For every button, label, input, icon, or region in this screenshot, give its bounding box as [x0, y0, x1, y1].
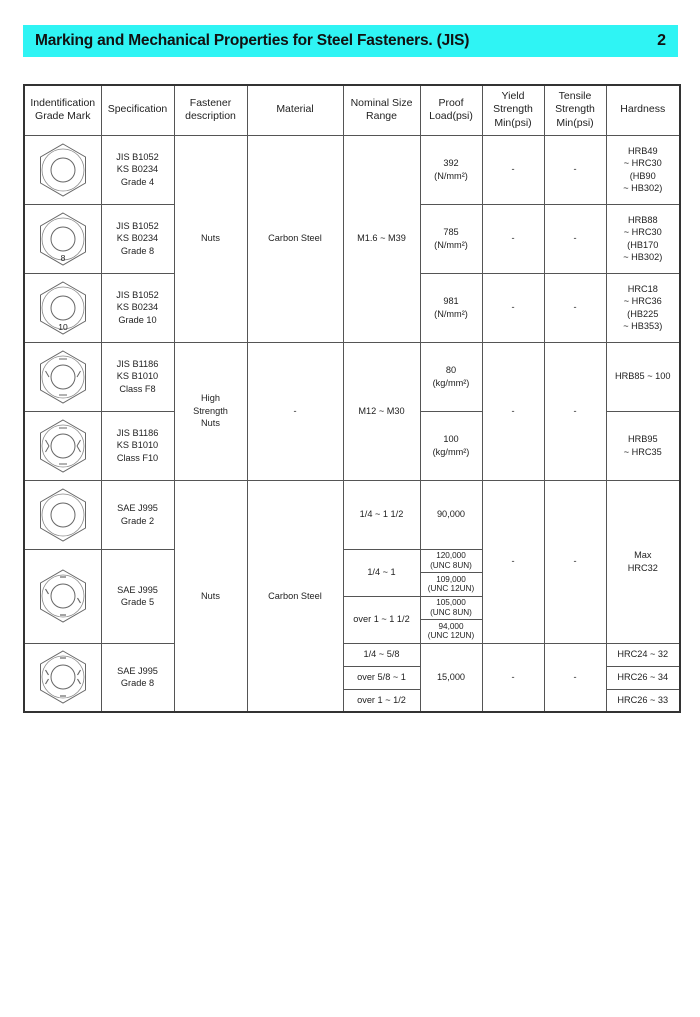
spec-cell: SAE J995 Grade 2 — [101, 480, 174, 549]
col-size-range: Nominal Size Range — [343, 85, 420, 135]
title-bar — [23, 25, 678, 57]
yield-cell: - — [482, 135, 544, 204]
proof-cell — [420, 596, 482, 643]
col-specification: Specification — [101, 85, 174, 135]
material-cell: Carbon Steel — [247, 480, 343, 712]
material-cell: Carbon Steel — [247, 135, 343, 342]
hardness-cell: HRB85 ~ 100 — [606, 342, 680, 411]
yield-cell: - — [482, 273, 544, 342]
proof-cell — [420, 549, 482, 596]
spec-cell: JIS B1052 KS B0234 Grade 4 — [101, 135, 174, 204]
material-cell: - — [247, 342, 343, 480]
grade-mark-label: 8 — [60, 252, 66, 263]
hardness-cell: HRB49 ~ HRC30 (HB90 ~ HB302) — [606, 135, 680, 204]
col-yield: Yield Strength Min(psi) — [482, 85, 544, 135]
hex-nut-plain-icon — [35, 142, 91, 198]
hex-nut-class-f10-icon — [35, 418, 91, 474]
hex-nut-grade-8-sae-icon — [35, 649, 91, 705]
size-cell: 1/4 ~ 1 — [343, 549, 420, 596]
grade-mark-cell — [24, 411, 101, 480]
proof-cell: 90,000 — [420, 480, 482, 549]
table-row — [24, 342, 680, 411]
hardness-cell: HRC26 ~ 33 — [606, 689, 680, 712]
proof-cell: 15,000 — [420, 643, 482, 712]
spec-cell: SAE J995 Grade 5 — [101, 549, 174, 643]
hardness-cell: HRC26 ~ 34 — [606, 666, 680, 689]
tensile-cell: - — [544, 135, 606, 204]
properties-table — [23, 84, 681, 713]
yield-cell: - — [482, 643, 544, 712]
hardness-cell: HRB95 ~ HRC35 — [606, 411, 680, 480]
col-grade-mark: Indentification Grade Mark — [24, 85, 101, 135]
proof-cell: 80 (kg/mm²) — [420, 342, 482, 411]
size-cell: M12 ~ M30 — [343, 342, 420, 480]
grade-mark-label: 10 — [58, 321, 68, 332]
header-row — [24, 85, 680, 135]
grade-mark-cell — [24, 480, 101, 549]
grade-mark-cell — [24, 135, 101, 204]
proof-cell: 785 (N/mm²) — [420, 204, 482, 273]
col-hardness: Hardness — [606, 85, 680, 135]
hardness-cell: HRC18 ~ HRC36 (HB225 ~ HB353) — [606, 273, 680, 342]
spec-cell: SAE J995 Grade 8 — [101, 643, 174, 712]
proof-subcell: 120,000 (UNC 8UN) — [421, 550, 482, 573]
hex-nut-grade-10-icon — [35, 280, 91, 336]
grade-mark-cell — [24, 273, 101, 342]
tensile-cell: - — [544, 273, 606, 342]
hardness-cell: Max HRC32 — [606, 480, 680, 643]
grade-mark-cell — [24, 549, 101, 643]
hex-nut-grade-5-icon — [35, 568, 91, 624]
col-material: Material — [247, 85, 343, 135]
hardness-cell: HRB88 ~ HRC30 (HB170 ~ HB302) — [606, 204, 680, 273]
size-cell: over 1 ~ 1/2 — [343, 689, 420, 712]
grade-mark-cell — [24, 204, 101, 273]
hardness-cell: HRC24 ~ 32 — [606, 643, 680, 666]
tensile-cell: - — [544, 342, 606, 480]
grade-mark-cell — [24, 342, 101, 411]
spec-cell: JIS B1052 KS B0234 Grade 10 — [101, 273, 174, 342]
size-cell: over 5/8 ~ 1 — [343, 666, 420, 689]
proof-subcell: 94,000 (UNC 12UN) — [427, 621, 475, 640]
proof-cell: 392 (N/mm²) — [420, 135, 482, 204]
fastener-cell: Nuts — [174, 480, 247, 712]
hex-nut-grade-8-icon — [35, 211, 91, 267]
page-title: Marking and Mechanical Properties for Steel Fasteners. (JIS) — [35, 32, 470, 49]
size-cell: 1/4 ~ 5/8 — [343, 643, 420, 666]
table-row — [24, 480, 680, 549]
yield-cell: - — [482, 480, 544, 643]
grade-mark-cell — [24, 643, 101, 712]
tensile-cell: - — [544, 480, 606, 643]
hex-nut-class-f8-icon — [35, 349, 91, 405]
col-tensile: Tensile Strength Min(psi) — [544, 85, 606, 135]
size-cell: over 1 ~ 1 1/2 — [343, 596, 420, 643]
spec-cell: JIS B1186 KS B1010 Class F10 — [101, 411, 174, 480]
yield-cell: - — [482, 342, 544, 480]
hex-nut-plain-icon — [35, 487, 91, 543]
col-proof-load: Proof Load(psi) — [420, 85, 482, 135]
tensile-cell: - — [544, 204, 606, 273]
proof-cell: 100 (kg/mm²) — [420, 411, 482, 480]
table-row — [24, 135, 680, 204]
col-fastener: Fastener description — [174, 85, 247, 135]
page-number: 2 — [657, 32, 666, 49]
spec-cell: JIS B1186 KS B1010 Class F8 — [101, 342, 174, 411]
spec-cell: JIS B1052 KS B0234 Grade 8 — [101, 204, 174, 273]
table-row — [24, 643, 680, 666]
proof-cell: 981 (N/mm²) — [420, 273, 482, 342]
yield-cell: - — [482, 204, 544, 273]
proof-subcell: 105,000 (UNC 8UN) — [421, 597, 482, 620]
tensile-cell: - — [544, 643, 606, 712]
proof-subcell: 109,000 (UNC 12UN) — [427, 574, 475, 593]
size-cell: 1/4 ~ 1 1/2 — [343, 480, 420, 549]
size-cell: M1.6 ~ M39 — [343, 135, 420, 342]
fastener-cell: Nuts — [174, 135, 247, 342]
fastener-cell: High Strength Nuts — [174, 342, 247, 480]
